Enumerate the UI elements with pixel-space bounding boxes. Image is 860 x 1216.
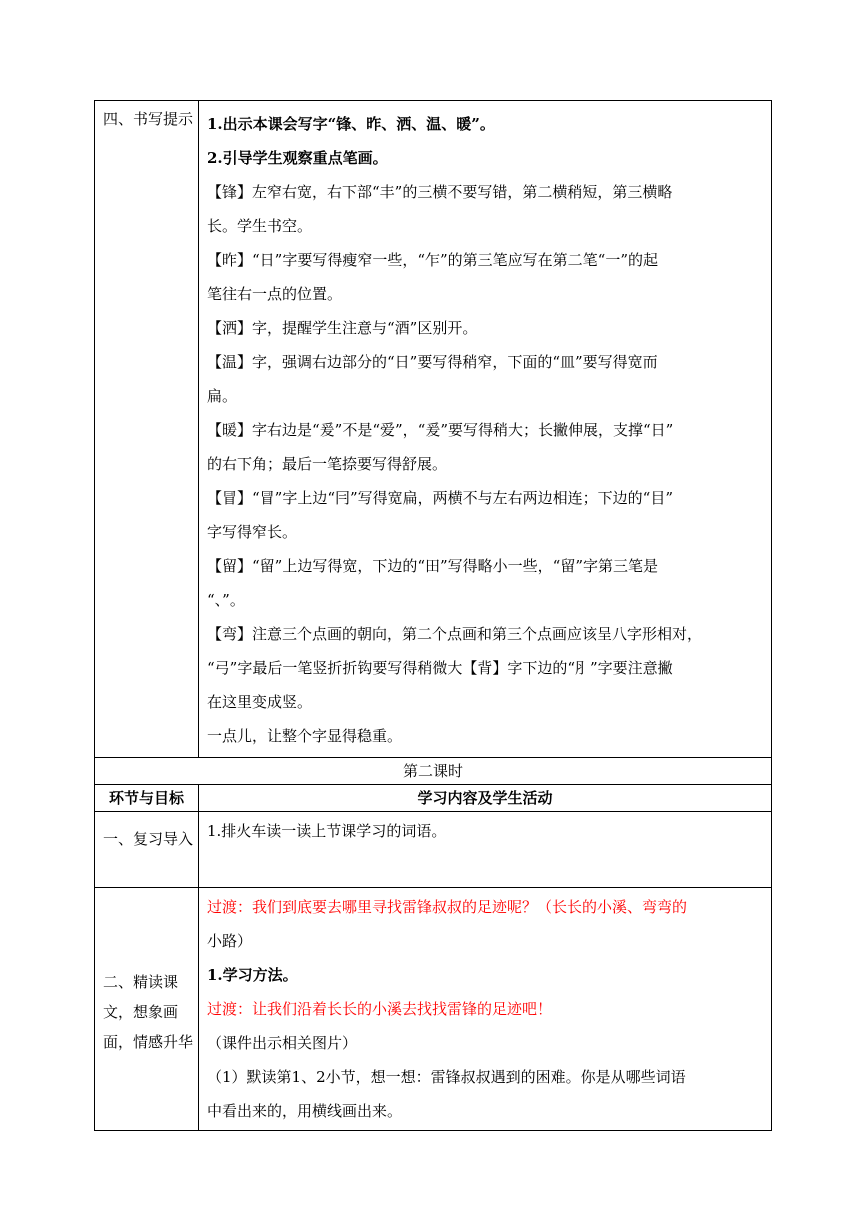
content-line: 【留】“留”上边写得宽，下边的“田”写得略小一些，“留”字第三笔是 [207, 557, 659, 575]
writing-tips-row [94, 100, 772, 758]
lesson-table [94, 100, 772, 1131]
content-line: 一点儿，让整个字显得稳重。 [207, 727, 403, 745]
content-line: 【温】字，强调右边部分的“日”要写得稍窄，下面的“皿”要写得宽而 [207, 353, 658, 371]
writing-tips-content [199, 101, 771, 757]
content-line: 1.出示本课会写字“锋、昨、洒、温、暖”。 [207, 115, 495, 133]
content-line: 扁。 [207, 387, 238, 405]
content-line: 中看出来的，用横线画出来。 [207, 1102, 403, 1120]
writing-tips-title [95, 101, 199, 757]
transition-line: 过渡：我们到底要去哪里寻找雷锋叔叔的足迹呢？（长长的小溪、弯弯的 [207, 898, 688, 916]
content-line: 【暖】字右边是“爰”不是“爱”，“爰”要写得稍大；长撇伸展，支撑“日” [207, 421, 674, 439]
reading-content [199, 888, 771, 1130]
content-line: 在这里变成竖。 [207, 693, 313, 711]
content-line: “、”。 [207, 591, 245, 609]
lesson2-title: 第二课时 [402, 762, 463, 780]
content-line: （1）默读第1、2小节，想一想：雷锋叔叔遇到的困难。你是从哪些词语 [207, 1068, 686, 1086]
content-line: “弓”字最后一笔竖折折钩要写得稍微大【背】字下边的“⺼”字要注意撇 [207, 659, 673, 677]
reading-title [95, 888, 199, 1130]
content-line: 小路） [207, 932, 253, 950]
content-line: 【弯】注意三个点画的朝向，第二个点画和第三个点画应该呈八字形相对， [207, 625, 703, 643]
header-content-activity: 学习内容及学生活动 [417, 789, 553, 807]
content-line: 【洒】字，提醒学生注意与“酒”区别开。 [207, 319, 478, 337]
lesson2-title-row [94, 758, 772, 785]
review-row [94, 812, 772, 888]
reading-title-text: 二、精读课文，想象画面，情感升华 [103, 973, 194, 1051]
content-line: 1.学习方法。 [207, 966, 298, 984]
content-line: 【昨】“日”字要写得瘦窄一些，“乍”的第三笔应写在第二笔“一”的起 [207, 251, 659, 269]
transition-line: 过渡：让我们沿着长长的小溪去找找雷锋的足迹吧！ [207, 1000, 553, 1018]
content-line: （课件出示相关图片） [207, 1034, 358, 1052]
review-title-text: 一、复习导入 [103, 830, 194, 848]
table-header-row [94, 785, 772, 812]
content-line: 2.引导学生观察重点笔画。 [207, 149, 388, 167]
review-content [199, 812, 771, 887]
review-title [95, 812, 199, 887]
writing-tips-title-text: 四、书写提示 [103, 110, 194, 128]
reading-row [94, 888, 772, 1131]
content-line: 长。学生书空。 [207, 217, 313, 235]
content-line: 笔往右一点的位置。 [207, 285, 343, 303]
content-line: 字写得窄长。 [207, 523, 298, 541]
content-line: 【锋】左窄右宽，右下部“丰”的三横不要写错，第二横稍短，第三横略 [207, 183, 673, 201]
header-stage-goal: 环节与目标 [95, 785, 199, 811]
content-line: 1.排火车读一读上节课学习的词语。 [207, 822, 447, 840]
content-line: 【冒】“冒”字上边“冃”写得宽扁，两横不与左右两边相连；下边的“目” [207, 489, 674, 507]
content-line: 的右下角；最后一笔捺要写得舒展。 [207, 455, 448, 473]
